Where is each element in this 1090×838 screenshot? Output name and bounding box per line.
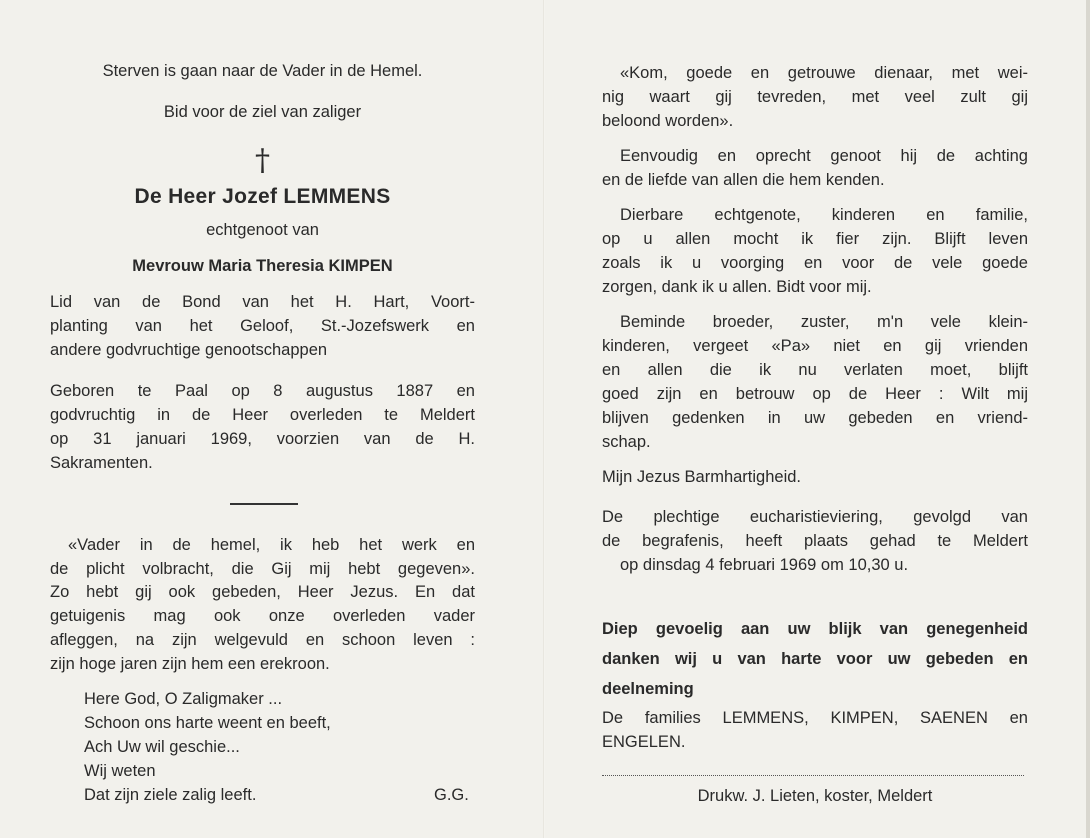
intro-line: Sterven is gaan naar de Vader in de Hemel.: [102, 62, 423, 80]
section-divider: [230, 503, 298, 505]
printer-credit: Drukw. J. Lieten, koster, Meldert: [697, 787, 933, 805]
poem-line: Wij weten: [84, 762, 156, 780]
author-initials: G.G.: [434, 786, 469, 804]
cross-icon: †: [255, 143, 270, 178]
quote-line: Zo hebt gij ook gebeden, Heer Jezus. En dat: [50, 583, 475, 601]
quote-line: «Vader in de hemel, ik heb het werk en: [68, 536, 475, 554]
simple-line: en de liefde van allen die hem kenden.: [602, 171, 885, 189]
verse-line: beloond worden».: [602, 112, 734, 130]
poem-line: Ach Uw wil geschie...: [84, 738, 240, 756]
thanks-line: deelneming: [602, 680, 694, 698]
life-line: op 31 januari 1969, voorzien van de H.: [50, 430, 475, 448]
mercy-line: Mijn Jezus Barmhartigheid.: [602, 468, 801, 486]
family-line: zorgen, dank ik u allen. Bidt voor mij.: [602, 278, 872, 296]
siblings-line: kinderen, vergeet «Pa» niet en gij vrienden: [602, 337, 1028, 355]
thanks-line: Diep gevoelig aan uw blijk van genegenheid: [602, 620, 1028, 638]
funeral-line: de begrafenis, heeft plaats gehad te Meldert: [602, 532, 1028, 550]
poem-line: Dat zijn ziele zalig leeft.: [84, 786, 257, 804]
printer-divider: [602, 775, 1024, 776]
quote-line: de plicht volbracht, die Gij mij hebt gegeven».: [50, 560, 475, 578]
siblings-line: blijven gedenken in uw gebeden en vriend-: [602, 409, 1028, 427]
spouse-label: echtgenoot van: [206, 221, 319, 239]
verse-line: nig waart gij tevreden, met veel zult gij: [602, 88, 1028, 106]
membership-line: andere godvruchtige genootschappen: [50, 341, 328, 359]
quote-line: getuigenis mag ook onze overleden vader: [50, 607, 475, 625]
funeral-line: De plechtige eucharistieviering, gevolgd van: [602, 508, 1028, 526]
center-fold: [543, 0, 545, 838]
membership-line: planting van het Geloof, St.-Jozefswerk en: [50, 317, 475, 335]
quote-line: afleggen, na zijn welgevuld en schoon leven :: [50, 631, 475, 649]
life-line: Geboren te Paal op 8 augustus 1887 en: [50, 382, 475, 400]
siblings-line: schap.: [602, 433, 651, 451]
siblings-line: en allen die ik nu verlaten moet, blijft: [602, 361, 1028, 379]
quote-line: zijn hoge jaren zijn hem een erekroon.: [50, 655, 330, 673]
siblings-line: Beminde broeder, zuster, m'n vele klein-: [620, 313, 1028, 331]
family-line: zoals ik u voorging en voor de vele goede: [602, 254, 1028, 272]
thanks-line: danken wij u van harte voor uw gebeden en: [602, 650, 1028, 668]
families-line: ENGELEN.: [602, 733, 686, 751]
funeral-line: op dinsdag 4 februari 1969 om 10,30 u.: [620, 556, 909, 574]
family-line: op u allen mocht ik fier zijn. Blijft leven: [602, 230, 1028, 248]
siblings-line: goed zijn en betrouw op de Heer : Wilt mij: [602, 385, 1028, 403]
spouse-name: Mevrouw Maria Theresia KIMPEN: [132, 257, 393, 275]
membership-line: Lid van de Bond van het H. Hart, Voort-: [50, 293, 475, 311]
families-line: De families LEMMENS, KIMPEN, SAENEN en: [602, 709, 1028, 727]
poem-line: Here God, O Zaligmaker ...: [84, 690, 283, 708]
intro-line: Bid voor de ziel van zaliger: [163, 103, 362, 121]
deceased-name: De Heer Jozef LEMMENS: [134, 185, 391, 208]
simple-line: Eenvoudig en oprecht genoot hij de achting: [620, 147, 1028, 165]
card-edge: [1086, 0, 1090, 838]
life-line: Sakramenten.: [50, 454, 153, 472]
verse-line: «Kom, goede en getrouwe dienaar, met wei-: [620, 64, 1028, 82]
life-line: godvruchtig in de Heer overleden te Meldert: [50, 406, 475, 424]
poem-line: Schoon ons harte weent en beeft,: [84, 714, 331, 732]
family-line: Dierbare echtgenote, kinderen en familie,: [620, 206, 1028, 224]
